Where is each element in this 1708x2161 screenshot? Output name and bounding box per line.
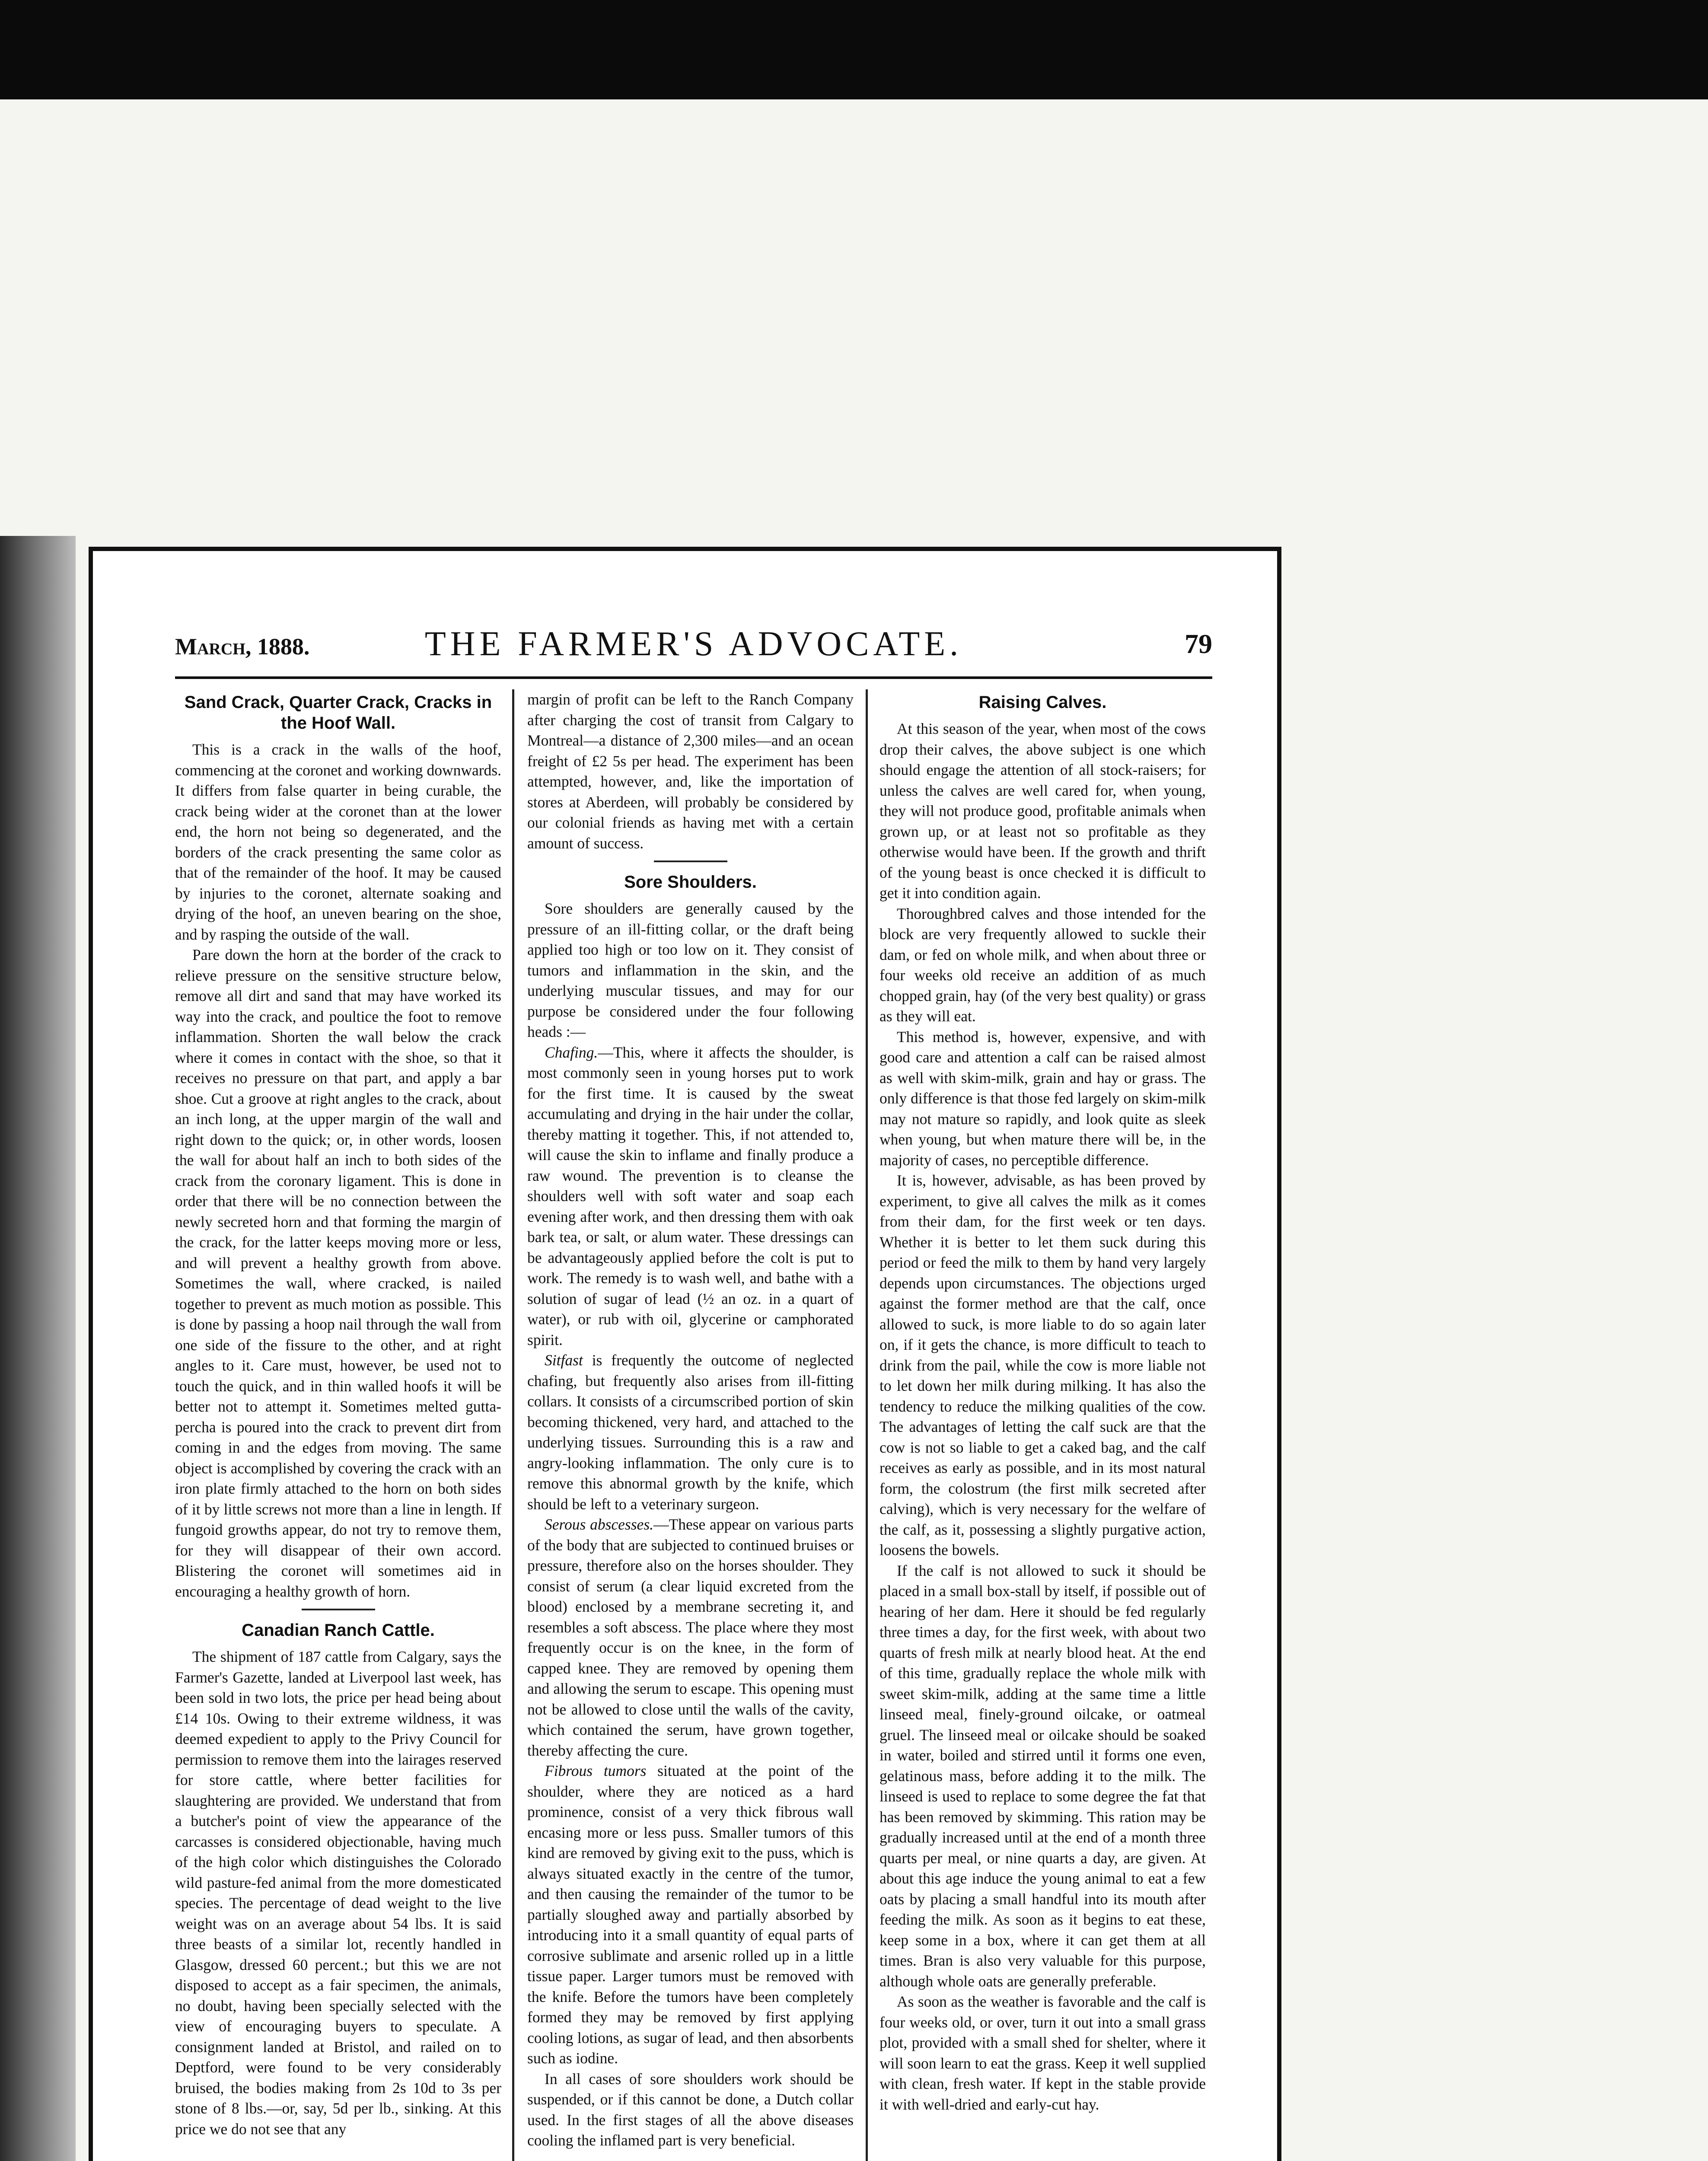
paragraph: margin of profit can be left to the Ranch Company after charging the cost of transit from Calgary to Montreal—a distance of 2,300 miles—and an ocean freight of £2 5s per head. The experiment has been attempted, however, and, like the importation of stores at Aberdeen, will probably be considered by our colonial friends as having met with a certain amount of success. [527,691,854,852]
page-number: 79 [1185,628,1212,659]
run-in-label: Sitfast [545,1351,583,1369]
paragraph: This method is, however, expensive, and with good care and attention a calf can be raised almost as well with skim-milk, grain and hay or grass. The only difference is that those fed largely on skim-milk may not mature so rapidly, and look quite as sleek when young, but when mature there will be, in the majority of cases, no perceptible difference. [879,1028,1206,1169]
paragraph-text: is frequently the outcome of neglected chafing, but frequently also arises from ill-fitting collars. It consists of a circumscribed portion of skin becoming thickened, very hard, and attached to the underlying tissues. Surrounding this is a raw and angry-looking inflammation. The only cure is to remove this abnormal growth by the knife, which should be left to a veterinary surgeon. [527,1351,854,1513]
article-heading-sand-crack: Sand Crack, Quarter Crack, Cracks in the Hoof Wall. [184,693,492,733]
paragraph-fibrous [527,1761,854,2069]
paragraph-text: situated at the point of the shoulder, where they are noticed as a hard prominence, consist of a very thick fibrous wall encasing more or less puss. Smaller tumors of this kind are removed by giving exit to the puss, which is always situated exactly in the centre of the tumor, and then causing the remainder of the tumor to be partially sloughed away and partially absorbed by introducing into it a small quantity of equal parts of corrosive sublimate and arsenic rolled up in a little tissue paper. Larger tumors must be removed with the knife. Before the tumors have been completely formed they may be removed by first applying cooling lotions, as sugar of lead, and then absorbents such as iodine. [527,1762,854,2067]
paragraph: Sore shoulders are generally caused by the pressure of an ill-fitting collar, or the draft being applied too high or too low on it. They consist of tumors and inflammation in the skin, and the underlying muscular tissues, and may for our purpose be considered under the four following heads :— [527,900,854,1040]
book-binding-edge [0,536,76,2161]
section-divider [654,861,727,862]
article-heading-ranch-cattle: Canadian Ranch Cattle. [242,1621,435,1640]
paragraph: Pare down the horn at the border of the crack to relieve pressure on the sensitive structure below, remove all dirt and sand that may have worked its way into the crack, and poultice the foot to remove inflammation. Shorten the wall below the crack where it comes in contact with the shoe, so that it receives no pressure on that part, and apply a bar shoe. Cut a groove at right angles to the crack, about an inch long, at the upper margin of the wall and right down to the quick; or, in other words, loosen the wall for about half an inch to both sides of the crack from the coronary ligament. This is done in order that there will be no connection between the newly secreted horn and that forming the margin of the crack, for the latter keeps moving more or less, and will prevent a healthy growth from above. Sometimes the wall, where cracked, is nailed together to prevent as much motion as possible. This is done by passing a hoop nail through the wall from one side of the fissure to the other, and at right angles to it. Care must, however, be used not to touch the quick, and in thin walled hoofs it will be better not to attempt it. Sometimes melted gutta-percha is poured into the crack to prevent dirt from coming in and the edges from moving. The same object is accomplished by covering the crack with an iron plate firmly attached to the horn on both sides of it by little screws not more than a line in length. If fungoid growths appear, do not try to remove them, for they will disappear of their own accord. Blistering the coronet will sometimes aid in encouraging a healthy growth of horn. [175,946,501,1600]
article-heading-sore-shoulders: Sore Shoulders. [624,873,757,892]
paragraph: In all cases of sore shoulders work should be suspended, or if this cannot be done, a Dutch collar used. In the first stages of all the above diseases cooling the inflamed part is very beneficial. [527,2070,854,2149]
paragraph: If the calf is not allowed to suck it should be placed in a small box-stall by itself, if possible out of hearing of her dam. Here it should be fed regularly three times a day, for the first week, with about two quarts of fresh milk at nearly blood heat. At the end of this time, gradually replace the whole milk with sweet skim-milk, adding at the same time a little linseed meal, finely-ground oilcake, or oatmeal gruel. The linseed meal or oilcake should be soaked in water, boiled and stirred until it forms one even, gelatinous mass, before adding it to the milk. The linseed is used to replace to some degree the fat that has been removed by skimming. This ration may be gradually increased until at the end of a month three quarts per meal, or nine quarts a day, are given. At about this age induce the young animal to eat a few oats by placing a small handful into its mouth after feeding the milk. As soon as it begins to eat these, keep some in a box, where it can get them at all times. Bran is also very valuable for this purpose, although whole oats are generally preferable. [879,1562,1206,1990]
column-divider [866,689,868,2161]
paragraph-sitfast [527,1350,854,1514]
article-heading-raising-calves: Raising Calves. [978,693,1107,712]
column-divider [512,689,514,2161]
publication-title: THE FARMER'S ADVOCATE. [424,625,963,663]
paragraph: As soon as the weather is favorable and the calf is four weeks old, or over, turn it out into a small grass plot, provided with a small shed for shelter, where it will soon learn to eat the grass. Keep it well supplied with clean, fresh water. If kept in the stable provide it with well-dried and early-cut hay. [879,1993,1206,2113]
section-divider [302,1609,375,1610]
column-2 [527,689,854,2161]
column-1 [175,689,501,2161]
paragraph-chafing [527,1042,854,1351]
paragraph: At this season of the year, when most of the cows drop their calves, the above subject is one which should engage the attention of all stock-raisers; for unless the calves are well cared for, when young, they will not produce good, profitable animals when grown up, or at least not so profitable as they otherwise would have been. If the growth and thrift of the young beast is once checked it is difficult to get it into condition again. [879,720,1206,902]
paragraph: The shipment of 187 cattle from Calgary, says the Farmer's Gazette, landed at Liverpool last week, has been sold in two lots, the price per head being about £14 10s. Owing to their extreme wildness, it was deemed expedient to apply to the Privy Council for permission to remove them into the lairages reserved for store cattle, where better facilities for slaughtering are provided. We understand that from a butcher's point of view the appearance of the carcasses is considered objectionable, having much of the high color which distinguishes the Colorado wild pasture-fed animal from the more domesticated species. The percentage of dead weight to the live weight was on an average about 54 lbs. It is said three beasts of a similar lot, recently handled in Glasgow, dressed 60 percent.; but this we are not disposed to accept as a fair specimen, the animals, no doubt, having been specially selected with the view of encouraging buyers to speculate. A consignment landed at Bristol, and railed on to Deptford, were found to be very considerably bruised, the bodies making from 2s 10d to 3s per stone of 8 lbs.—or, say, 5d per lb., sinking. At this price we do not see that any [175,1648,501,2138]
paragraph: Thoroughbred calves and those intended for the block are very frequently allowed to suckle their dam, or fed on whole milk, and when about three or four weeks old receive an addition of as much chopped grain, hay (of the very best quality) or grass as they will eat. [879,905,1206,1025]
run-in-label: Chafing. [545,1043,598,1061]
paragraph: This is a crack in the walls of the hoof, commencing at the coronet and working downwards. It differs from false quarter in being curable, the crack being wider at the coronet than at the lower end, the horn not being so degenerated, and the borders of the crack presenting the same color as that of the remainder of the hoof. It may be caused by injuries to the coronet, alternate soaking and drying of the hoof, an uneven bearing on the shoe, and by rasping the outside of the wall. [175,741,501,943]
page-header [175,625,1212,663]
run-in-label: Fibrous tumors [545,1762,647,1779]
header-rule [175,676,1212,679]
run-in-label: Serous abscesses. [545,1516,654,1533]
issue-date: March, 1888. [175,634,310,660]
column-3 [879,689,1206,2161]
newspaper-page [89,547,1281,2161]
paragraph-text: —These appear on various parts of the body that are subjected to continued bruises or pressure, therefore also on the horses shoulder. They consist of serum (a clear liquid excreted from the blood) enclosed by a membrane secreting it, and resembles a soft abscess. The place where they most frequently occur is on the knee, in the form of capped knee. They are removed by opening them and allowing the serum to escape. This opening must not be allowed to close until the walls of the cavity, which contained the serum, have grown together, thereby affecting the cure. [527,1516,854,1759]
paragraph-serous [527,1514,854,1761]
paragraph: It is, however, advisable, as has been proved by experiment, to give all calves the milk as it comes from their dam, for the first week or ten days. Whether it is better to let them suck during this period or feed the milk to them by hand very largely depends upon circumstances. The objections urged against the former method are that the calf, once allowed to suck, is more liable to do so again later on, if it gets the chance, is more difficult to teach to drink from the pail, while the cow is more liable not to let down her milk during milking. It has also the tendency to reduce the milking qualities of the cow. The advantages of letting the calf suck are that the cow is not so liable to get a caked bag, and the calf receives as early as possible, and in its most natural form, the colostrum (the first milk secreted after calving), which is very necessary for the welfare of the calf, as it, possessing a slightly purgative action, loosens the bowels. [879,1172,1206,1559]
paragraph-text: —This, where it affects the shoulder, is most commonly seen in young horses put to work for the first time. It is caused by the sweat accumulating and drying in the hair under the collar, thereby matting it together. This, if not attended to, will cause the skin to inflame and finally produce a raw wound. The prevention is to cleanse the shoulders well with soft water and soap each evening after work, and then dressing them with oak bark tea, or salt, or alum water. These dressings can be advantageously applied before the colt is put to work. The remedy is to wash well, and bathe with a solution of sugar of lead (½ an oz. in a quart of water), or rub with oil, glycerine or camphorated spirit. [527,1043,854,1348]
